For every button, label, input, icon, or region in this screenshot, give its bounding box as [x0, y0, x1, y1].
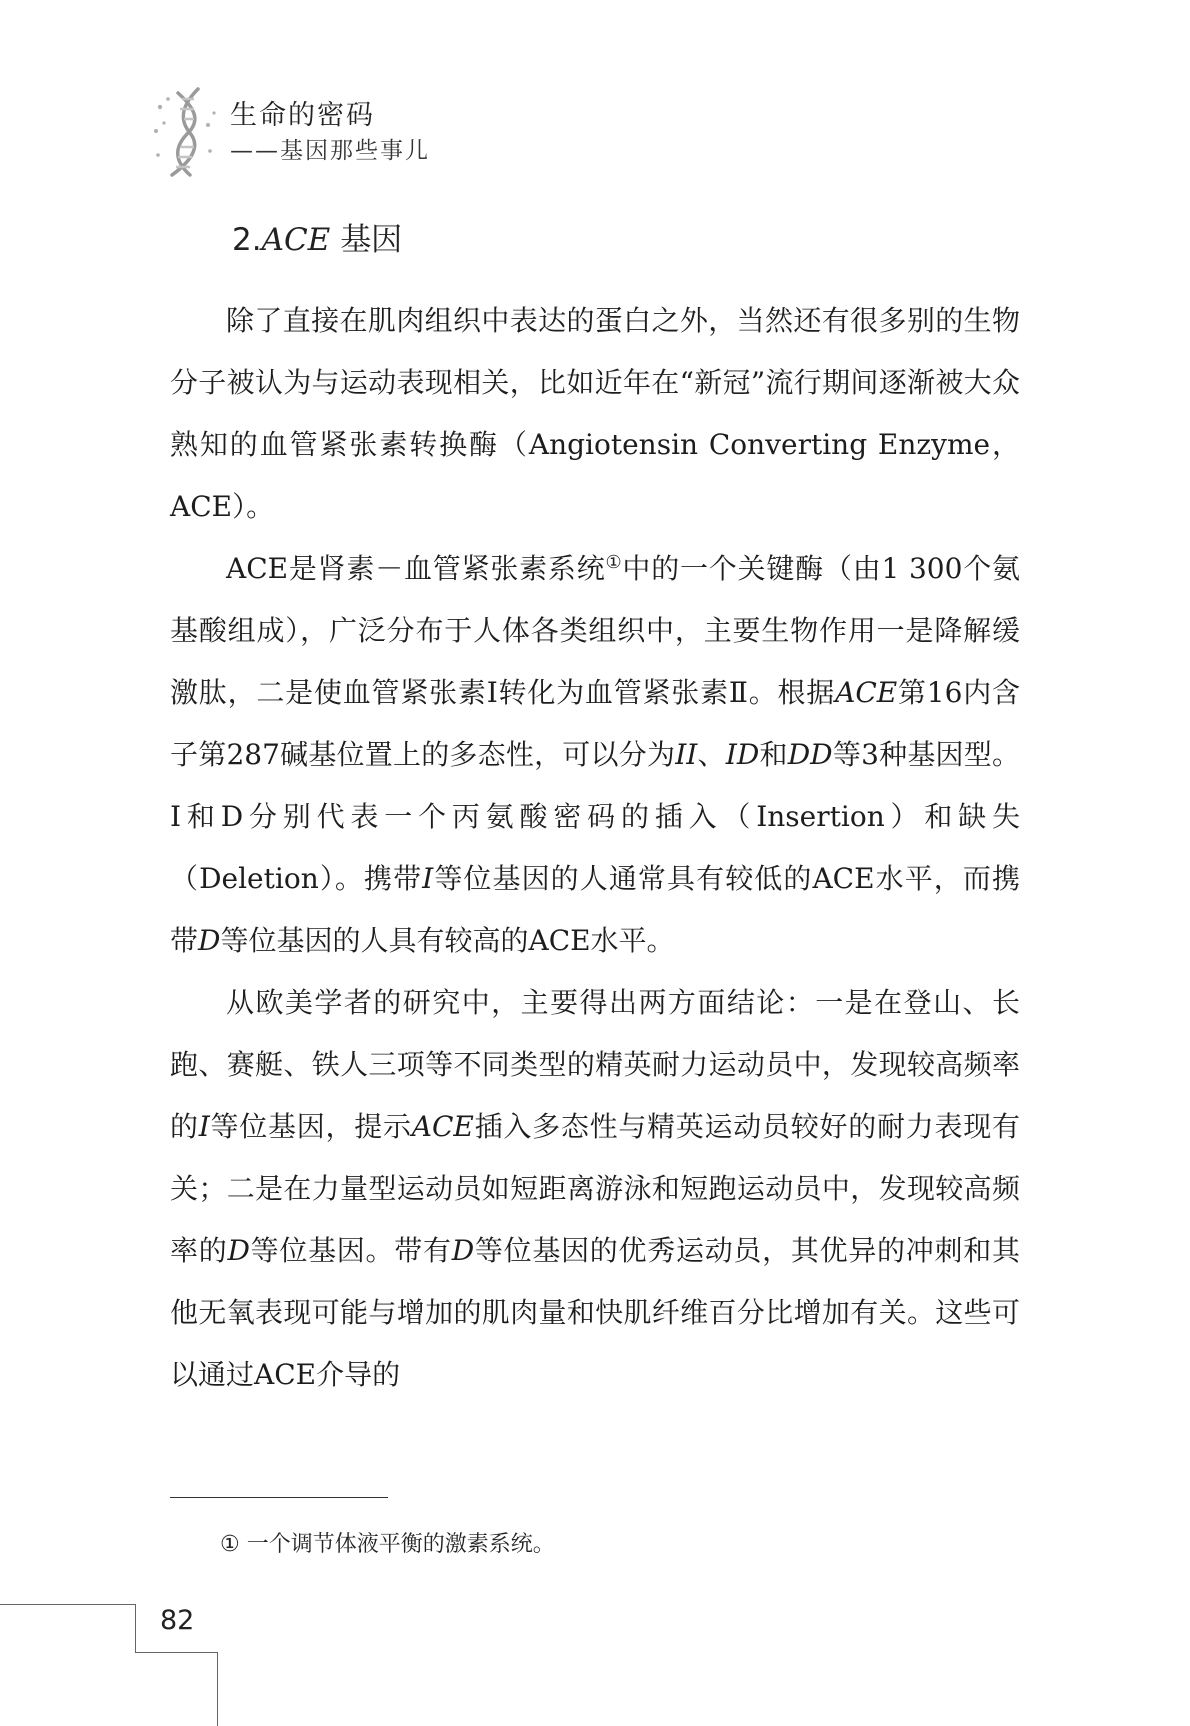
page-number: 82	[160, 1605, 195, 1636]
footnote-reference: ①	[605, 552, 623, 573]
section-number: 2.	[232, 222, 262, 258]
page-frame-line	[135, 1604, 136, 1652]
book-subtitle: ——基因那些事儿	[230, 138, 430, 164]
running-header	[150, 85, 510, 185]
footnote: ① 一个调节体液平衡的激素系统。	[220, 1532, 555, 1557]
body-text	[170, 290, 1020, 1406]
page-frame-line	[135, 1652, 217, 1653]
section-heading-suffix: 基因	[340, 222, 403, 258]
paragraph-1: 除了直接在肌肉组织中表达的蛋白之外，当然还有很多别的生物分子被认为与运动表现相关，比如近年在“新冠”流行期间逐渐被大众熟知的血管紧张素转换酶（Angiotensin Converting Enzyme，ACE）。	[170, 304, 1020, 523]
dna-helix-icon	[150, 85, 222, 180]
paragraph-2: ACE是肾素－血管紧张素系统①中的一个关键酶（由1 300个氨基酸组成），广泛分布于人体各类组织中，主要生物作用一是降解缓激肽，二是使血管紧张素Ⅰ转化为血管紧张素Ⅱ。根据ACE第16内含子第287碱基位置上的多态性，可以分为II、ID和DD等3种基因型。I和D分别代表一个丙氨酸密码的插入（Insertion）和缺失（Deletion）。携带I等位基因的人通常具有较低的ACE水平，而携带D等位基因的人具有较高的ACE水平。	[170, 552, 1020, 957]
paragraph-3: 从欧美学者的研究中，主要得出两方面结论：一是在登山、长跑、赛艇、铁人三项等不同类型的精英耐力运动员中，发现较高频率的I等位基因，提示ACE插入多态性与精英运动员较好的耐力表现有关；二是在力量型运动员如短距离游泳和短跑运动员中，发现较高频率的D等位基因。带有D等位基因的优秀运动员，其优异的冲刺和其他无氧表现可能与增加的肌肉量和快肌纤维百分比增加有关。这些可以通过ACE介导的	[170, 986, 1020, 1391]
section-heading	[232, 214, 402, 259]
footnote-divider	[170, 1497, 388, 1498]
page-frame-line	[217, 1652, 218, 1726]
book-title: 生命的密码	[230, 100, 375, 131]
section-gene-name: ACE	[261, 222, 331, 258]
page-frame-line	[0, 1604, 135, 1605]
